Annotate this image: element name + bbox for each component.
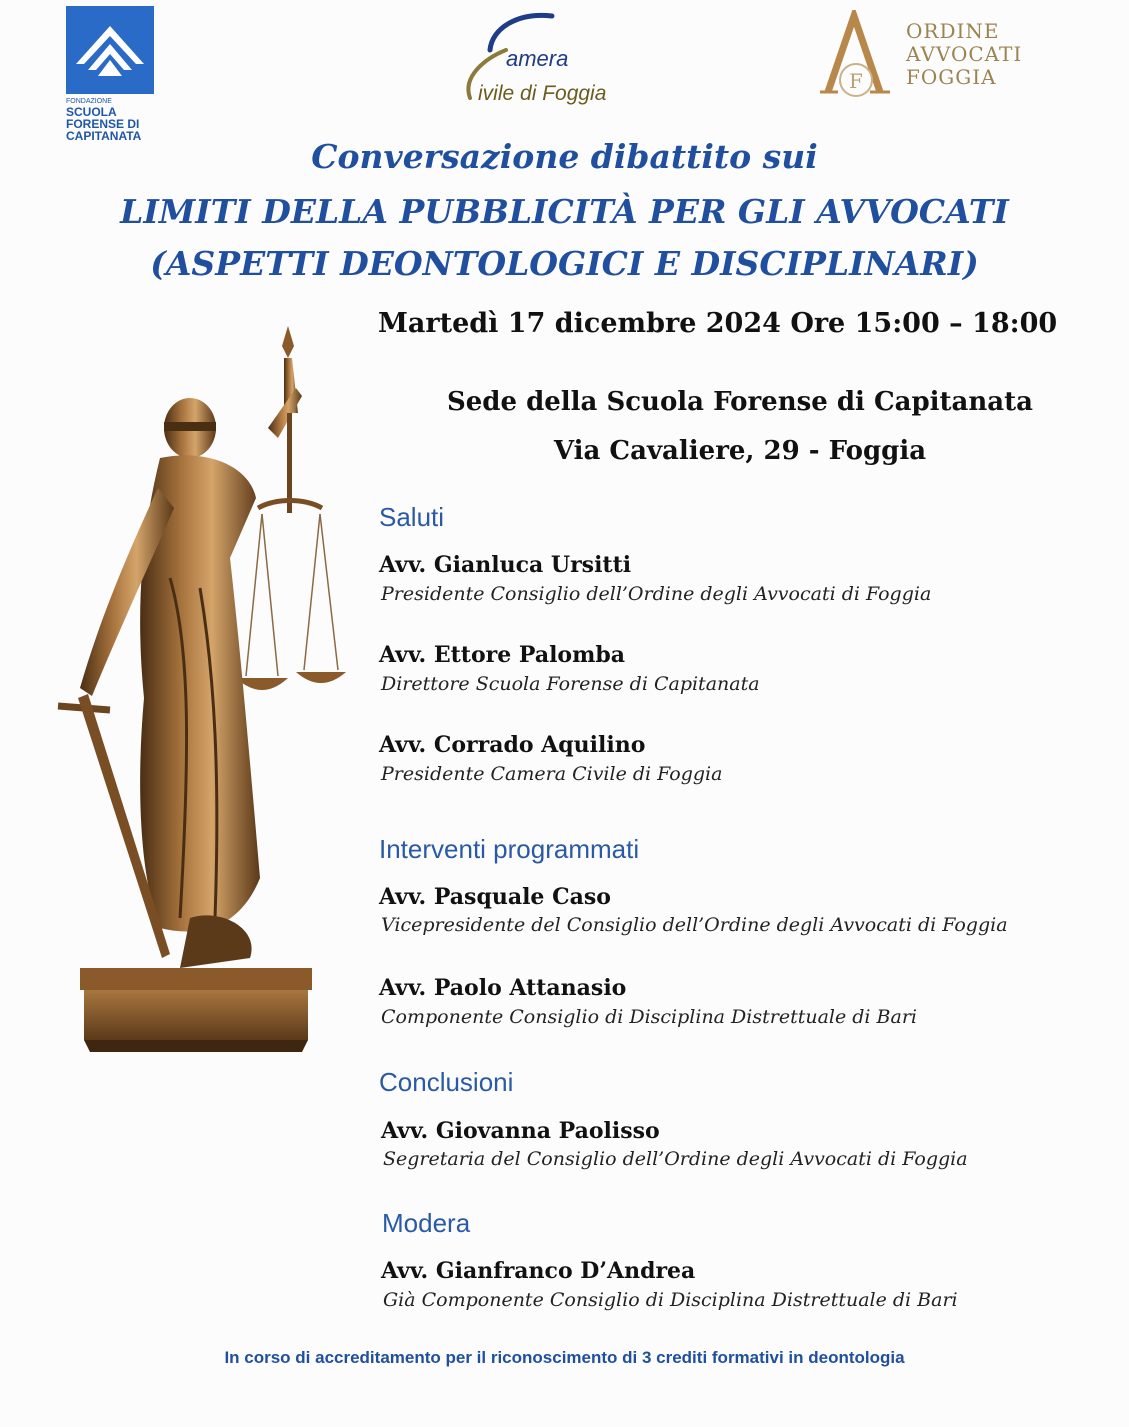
ordine-monogram-letter: F bbox=[849, 69, 863, 93]
logo-camera-line2: ivile di Foggia bbox=[478, 82, 607, 105]
logo-camera-line1: amera bbox=[506, 46, 569, 71]
ordine-monogram-icon bbox=[820, 10, 904, 106]
event-date: Martedì 17 dicembre 2024 Ore 15:00 – 18:00 bbox=[378, 308, 1058, 339]
logo-sfc-line3: CAPITANATA bbox=[66, 129, 142, 143]
speaker-name: Avv. Pasquale Caso bbox=[379, 884, 611, 910]
title-line-1: Conversazione dibattito sui bbox=[311, 137, 818, 176]
logo-scuola-forense bbox=[66, 6, 158, 142]
speaker-role: Presidente Consiglio dell’Ordine degli Avvocati di Foggia bbox=[381, 583, 932, 605]
speaker-name: Avv. Gianfranco D’Andrea bbox=[381, 1258, 696, 1284]
speaker-role: Componente Consiglio di Disciplina Distrettuale di Bari bbox=[381, 1006, 917, 1028]
section-modera: Modera bbox=[382, 1208, 471, 1238]
speaker-role: Direttore Scuola Forense di Capitanata bbox=[381, 673, 760, 695]
speaker-role: Presidente Camera Civile di Foggia bbox=[381, 763, 723, 785]
logo-camera-civile bbox=[456, 6, 646, 106]
speaker-name: Avv. Corrado Aquilino bbox=[379, 732, 646, 758]
speaker-role: Vicepresidente del Consiglio dell’Ordine degli Avvocati di Foggia bbox=[381, 914, 1008, 936]
logo-sfc-line1: SCUOLA bbox=[66, 105, 117, 119]
section-interventi: Interventi programmati bbox=[379, 834, 640, 864]
logo-ordine-avvocati bbox=[820, 10, 1040, 110]
logo-ordine-line2: AVVOCATI bbox=[906, 42, 1023, 66]
speaker-name: Avv. Gianluca Ursitti bbox=[379, 552, 632, 578]
accreditation-note: In corso di accreditamento per il riconoscimento di 3 crediti formativi in deontologia bbox=[224, 1348, 905, 1367]
speaker-role: Già Componente Consiglio di Disciplina Distrettuale di Bari bbox=[383, 1289, 958, 1311]
scuola-forense-emblem-icon bbox=[66, 6, 154, 94]
logo-sfc-small-text: FONDAZIONE bbox=[66, 98, 112, 105]
venue-line-2: Via Cavaliere, 29 - Foggia bbox=[553, 436, 927, 466]
venue-line-1: Sede della Scuola Forense di Capitanata bbox=[446, 387, 1033, 417]
logo-sfc-line2: FORENSE DI bbox=[66, 117, 140, 131]
speaker-name: Avv. Giovanna Paolisso bbox=[381, 1118, 660, 1144]
lady-justice-statue-image bbox=[40, 318, 360, 1058]
speaker-role: Segretaria del Consiglio dell’Ordine degli Avvocati di Foggia bbox=[383, 1148, 968, 1170]
speaker-name: Avv. Ettore Palomba bbox=[379, 642, 626, 668]
section-conclusioni: Conclusioni bbox=[379, 1067, 514, 1097]
title-line-3: (ASPETTI DEONTOLOGICI E DISCIPLINARI) bbox=[150, 244, 979, 283]
speaker-name: Avv. Paolo Attanasio bbox=[379, 975, 627, 1001]
section-saluti: Saluti bbox=[379, 502, 445, 532]
logo-ordine-line3: FOGGIA bbox=[906, 65, 997, 89]
title-line-2: LIMITI DELLA PUBBLICITÀ PER GLI AVVOCATI bbox=[120, 192, 1009, 231]
logo-ordine-line1: ORDINE bbox=[906, 19, 1000, 43]
